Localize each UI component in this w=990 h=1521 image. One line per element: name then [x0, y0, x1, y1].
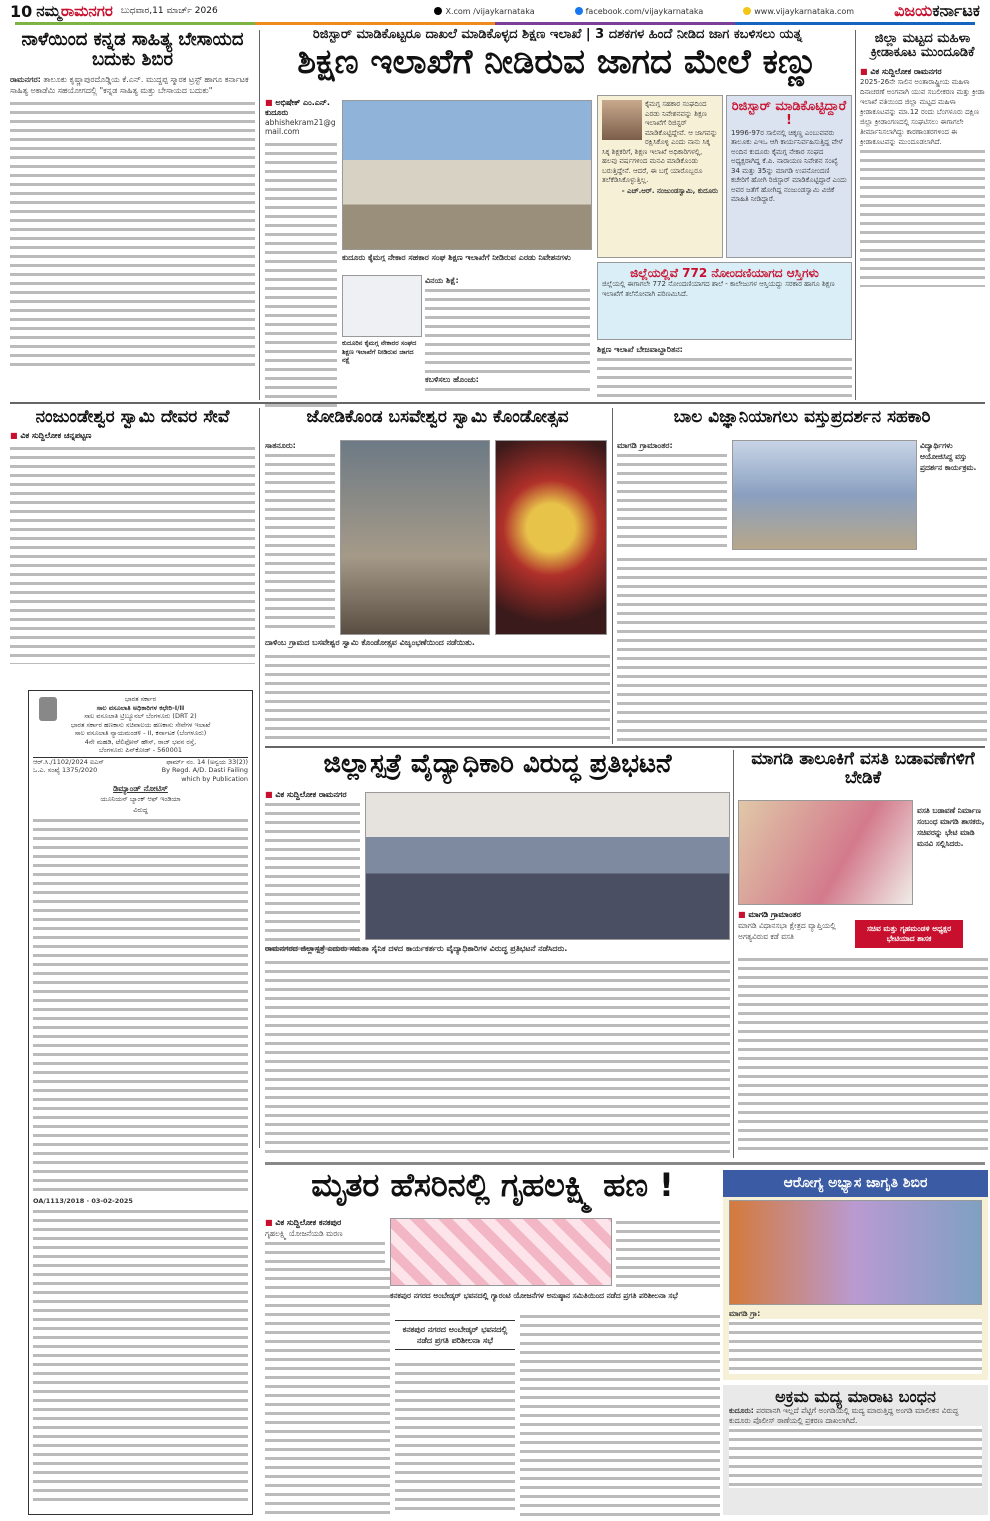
dateline: ರಾಮನಗರ:	[10, 74, 41, 84]
story-arogya	[723, 1170, 988, 1380]
x-label: X.com /vijaykarnataka	[445, 6, 535, 16]
unregistered-box	[597, 262, 852, 340]
headline: ಮಾಗಡಿ ತಾಲೂಕಿಗೆ ವಸತಿ ಬಡಾವಣೆಗಳಿಗೆ ಬೇಡಿಕೆ	[751, 749, 975, 788]
photo-caption: ದಾಳಿಂಬ ಗ್ರಾಮದ ಬಸವೇಶ್ವರ ಸ್ವಾಮಿ ಕೊಂಡೋತ್ಸವ ವಿಜೃಂಭಣೆಯಿಂದ ನಡೆಯಿತು.	[265, 638, 475, 647]
dateline: ಸಾತನೂರು:	[265, 441, 296, 450]
headline: ಜಿಲ್ಲಾಸ್ಪತ್ರೆ ವೈದ್ಯಾಧಿಕಾರಿ ವಿರುದ್ಧ ಪ್ರತಿಭಟನೆ	[323, 749, 672, 779]
exhibition-photo	[732, 440, 917, 550]
social-links	[434, 7, 854, 16]
lead-text: 2025-26ನೇ ಸಾಲಿನ ಅಂತಾರಾಷ್ಟ್ರೀಯ ಮಹಿಳಾ ದಿನಾಚರಣೆ ಅಂಗವಾಗಿ ಯುವ ಸಬಲೀಕರಣ ಮತ್ತು ಕ್ರೀಡಾ ಇಲಾಖೆ ವತಿಯಿಂದ ಜಿಲ್ಲಾ ಮಟ್ಟದ ಮಹಿಳಾ ಕ್ರೀಡಾಕೂಟವನ್ನು ಮಾ.12 ರಂದು ಬೆಂಗಳೂರು ದಕ್ಷಿಣ ಜಿಲ್ಲಾ ಕ್ರೀಡಾಂಗಣದಲ್ಲಿ ಸಂಘಟಿಸಲು ಈಗಾಗಲೇ ತೀರ್ಮಾನಿಸಲಾಗಿದ್ದು ಕಾರಣಾಂತರಗಳಿಂದ ಈ ಕ್ರೀಡಾಕೂಟವನ್ನು ಮುಂದೂಡಲಾಗಿದೆ.	[860, 77, 985, 146]
byline: ■ ವಿಕ ಸುದ್ದಿಲೋಕ ರಾಮನಗರ	[265, 790, 360, 800]
photo-caption: ಕನಕಪುರ ನಗರದ ಅಂಬೇಡ್ಕರ್ ಭವನದಲ್ಲಿ ಗ್ಯಾರಂಟಿ ಯೋಜನೆಗಳ ಅನುಷ್ಠಾನ ಸಮಿತಿಯಿಂದ ನಡೆದ ಪ್ರಗತಿ ಪರಿಶೀಲನಾ ಸಭೆ	[390, 1291, 678, 1300]
body-text	[616, 1218, 720, 1288]
dateline: ಕುದೂರು:	[729, 1405, 754, 1415]
ref-number: ಆರ್.ಸಿ./1102/2024 ಐಎಸ್	[33, 757, 104, 766]
notice-line: ಬೆಂಗಳೂರು ಪಿನ್‌ಕೋಡ್ - 560001	[99, 746, 182, 754]
body-text	[520, 1312, 720, 1517]
story-gruhalakshmi	[265, 1168, 720, 1203]
story-jillaspatre	[265, 750, 730, 779]
highlight-box: ಸಚಿವ ಮತ್ತು ಗೃಹಮಂಡಳಿ ಅಧ್ಯಕ್ಷರ ಭೇಟಿಯಾದ ಶಾಸಕ	[855, 920, 963, 948]
section-divider	[265, 746, 985, 748]
headline: ಮೃತರ ಹೆಸರಿನಲ್ಲಿ ಗೃಹಲಕ್ಷ್ಮಿ ಹಣ !	[311, 1166, 674, 1204]
meeting-photo	[390, 1218, 612, 1286]
photo-caption: ವಿದ್ಯಾರ್ಥಿಗಳು ಆಯೋಜಿಸಿದ್ದ ವಸ್ತು ಪ್ರದರ್ಶನ ಕಾರ್ಯಕ್ರಮ.	[920, 441, 977, 472]
subhead: ಶಿಕ್ಷಣ ಇಲಾಖೆ ಬೇಜವಾಬ್ದಾರಿತನ:	[597, 345, 683, 354]
lead-text: ತಾಲೂಕು ಕೃಷ್ಣಾಪುರದೊಡ್ಡಿಯ ಕೆ.ಎನ್. ಮುದ್ದಪ್ಪ ಸ್ಮಾರಕ ಟ್ರಸ್ಟ್ ಹಾಗೂ ಕರ್ನಾಟಕ ಸಾಹಿತ್ಯ ಅಕಾಡೆಮಿ ಸಹಯೋಗದಲ್ಲಿ "ಕನ್ನಡ ಸಾಹಿತ್ಯ ಮತ್ತು ಬೇಸಾಯದ ಬದುಕು"	[10, 74, 249, 95]
story-bala-vijnani	[617, 408, 987, 427]
x-logo-icon	[434, 7, 442, 15]
web-label: www.vijaykarnataka.com	[754, 6, 855, 16]
body-text	[395, 1360, 515, 1515]
headline: ಆರೋಗ್ಯ ಅಭ್ಯಾಸ ಜಾಗೃತಿ ಶಿಬಿರ	[723, 1170, 988, 1197]
divider	[733, 750, 734, 1158]
box-title: ಜಿಲ್ಲೆಯಲ್ಲಿವೆ 772 ನೋಂದಣಿಯಾಗದ ಆಸ್ತಿಗಳು	[630, 266, 819, 280]
brand-b: ಕರ್ನಾಟಕ	[932, 1, 980, 20]
jodi-lead	[265, 440, 335, 631]
headline: ಜಿಲ್ಲಾ ಮಟ್ಟದ ಮಹಿಳಾ ಕ್ರೀಡಾಕೂಟ ಮುಂದೂಡಿಕೆ	[870, 31, 975, 61]
quote-box	[597, 95, 723, 258]
regd-note: By Regd. A/D. Dasti Failing which by Publication	[161, 766, 248, 783]
issue-date: ಬುಧವಾರ,11 ಮಾರ್ಚ್ 2026	[120, 6, 218, 16]
x-link[interactable]	[434, 7, 534, 16]
byline: ■ ವಿಕ ಸುದ್ದಿಲೋಕ ಕನಕಪುರ	[265, 1218, 385, 1228]
body-text	[425, 286, 590, 374]
brand-a: ವಿಜಯ	[894, 1, 933, 20]
notice-title: ಡಿಮ್ಯಾಂಡ್ ನೋಟಿಸ್	[113, 784, 168, 793]
notice-line: ಸಾಲ ವಸೂಲಾತಿ ಟ್ರಿಬ್ಯೂನಲ್ ಬೆಂಗಳೂರು (DRT 2)	[84, 712, 197, 720]
bank-name: ಯೂನಿಯನ್ ಬ್ಯಾಂಕ್ ಆಫ್ ಇಂಡಿಯಾ	[100, 795, 181, 803]
subhead: ವಿನಯ ಶಿಕ್ಷೆ:	[425, 276, 459, 285]
author-photo	[602, 100, 642, 140]
kondotsava-photo	[340, 440, 490, 635]
body-text	[265, 652, 610, 742]
masthead	[0, 0, 990, 22]
body-text	[597, 355, 852, 399]
brand-logo	[894, 1, 980, 21]
page-number: 10	[10, 1, 33, 21]
lead-byline-col	[265, 98, 337, 410]
section-b: ರಾಮನಗರ	[60, 2, 113, 20]
site-photo	[342, 100, 592, 250]
headline: ನಾಳೆಯಿಂದ ಕನ್ನಡ ಸಾಹಿತ್ಯ ಬೇಸಾಯದ ಬದುಕು ಶಿಬಿರ	[21, 29, 244, 70]
body-text	[265, 958, 730, 1156]
divider	[259, 408, 260, 1148]
notice-line: ಸಾಲ ವಸೂಲಾತಿ ನ್ಯಾಯಮಂಡಳಿ - II, ಕರ್ನಾಟಕ (ಬೆಂಗಳೂರು)	[74, 729, 207, 737]
box-text: ಜಿಲ್ಲೆಯಲ್ಲಿ ಈಗಾಗಲೇ 772 ನೋಂದಣಿಯಾಗದ ಶಾಲೆ - ಕಾಲೇಜುಗಳ ಆಸ್ತಿಯದ್ದು ಸರಕಾರ ಹಾಗೂ ಶಿಕ್ಷಣ ಇಲಾಖೆಗೆ ತಲೆನೋವಾಗಿ ಪರಿಣಮಿಸಿದೆ.	[602, 280, 835, 298]
subhead: ಕಬಳಿಸಲು ಹೊಂಚು:	[425, 375, 479, 384]
kicker: ರಿಜಿಸ್ಟಾರ್ ಮಾಡಿಕೊಟ್ಟರೂ ದಾಖಲೆ ಮಾಡಿಕೊಳ್ಳದ ಶಿಕ್ಷಣ ಇಲಾಖೆ | 3 ದಶಕಗಳ ಹಿಂದೆ ನೀಡಿದ ಜಾಗ ಕಬಳಿಸಲು ಯತ್ನ	[312, 27, 803, 42]
body-text	[617, 451, 727, 551]
story-sahitya	[10, 30, 255, 369]
body-text	[860, 147, 985, 287]
notice-text	[33, 1207, 248, 1507]
pull-quote: ಕನಕಪುರ ನಗರದ ಅಂಬೇಡ್ಕರ್ ಭವನದಲ್ಲಿ ನಡೆದ ಪ್ರಗತಿ ಪರಿಶೀಲನಾ ಸಭೆ	[395, 1320, 515, 1350]
body-text	[729, 1319, 982, 1374]
dateline: ಮಾಗಡಿ ಗ್ರಾ:	[729, 1309, 761, 1319]
document-photo	[342, 275, 422, 337]
headline: ಜೋಡಿಕೊಂಡ ಬಸವೇಶ್ವರ ಸ್ವಾಮಿ ಕೊಂಡೋತ್ಸವ	[306, 407, 569, 427]
protest-photo	[365, 792, 730, 940]
story-magadi	[738, 750, 988, 787]
email: abhishekram21@gmail.com	[265, 118, 336, 136]
facebook-icon	[575, 7, 583, 15]
photo-caption: ವಸತಿ ಬಡಾವಣೆ ನಿರ್ಮಾಣ ಸಂಬಂಧ ಮಾಗಡಿ ಶಾಸಕರು, ಸಚಿವರನ್ನು ಭೇಟಿ ಮಾಡಿ ಮನವಿ ಸಲ್ಲಿಸಿದರು.	[917, 806, 985, 848]
meeting-photo	[738, 800, 913, 905]
camp-photo	[729, 1200, 982, 1305]
byline: ■ ಮಾಗಡಿ ಗ್ರಾಮಾಂತರ	[738, 910, 853, 920]
jilla-lead	[265, 790, 360, 950]
story-nanjundeshwara	[10, 408, 255, 664]
lead-bottom-text	[597, 344, 852, 399]
story-akrama	[723, 1385, 988, 1515]
notice-date: 03-02-2025	[91, 1197, 133, 1205]
notice-text	[33, 816, 248, 1196]
byline: ■ ಅಭಿಷೇಕ್ ಎಂ.ಎನ್. ಕುದೂರು	[265, 98, 337, 118]
facebook-label: facebook.com/vijaykarnataka	[585, 6, 704, 16]
body-text	[425, 385, 590, 395]
body-text	[10, 99, 255, 369]
body-text	[738, 955, 988, 1155]
notice-line: ಸಾಲ ವಸೂಲಾತಿ ಅಧಿಕಾರಿಗಳ ಕಛೇರಿ-I/II	[96, 703, 185, 712]
facebook-link[interactable]	[575, 7, 704, 16]
web-link[interactable]	[743, 7, 854, 16]
body-text	[265, 1265, 390, 1515]
inset-quote	[425, 275, 590, 397]
lead-text: ಮಾಗಡಿ ವಿಧಾನಸಭಾ ಕ್ಷೇತ್ರದ ವ್ಯಾಪ್ತಿಯಲ್ಲಿ ಅಗತ್ಯವಿರುವ ಕಡೆ ವಸತಿ	[738, 921, 836, 941]
divider	[259, 30, 260, 400]
body-text	[617, 555, 987, 743]
divider	[612, 408, 613, 744]
oa-number: ಒ.ಎ. ಸಂಖ್ಯೆ 1375/2020	[33, 766, 98, 774]
form-number: ಫಾರ್ಮ್ ನಂ. 14 (ಅನ್ವಯ 33(2))	[166, 757, 248, 766]
section-a: ನಮ್ಮ	[36, 2, 61, 20]
lead-text: ಪರವಾನಗಿ ಇಲ್ಲದೆ ಪೆಟ್ಟಿಗೆ ಅಂಗಡಿಯಲ್ಲಿ ಮದ್ಯ ಮಾರುತ್ತಿದ್ದ ಅಂಗಡಿ ಮಾಲೀಕನ ವಿರುದ್ಧ ಕುದೂರು ಪೊಲೀಸ್ ಠಾಣೆಯಲ್ಲಿ ಪ್ರಕರಣ ದಾಖಲಾಗಿದೆ.	[729, 1405, 959, 1425]
globe-icon	[743, 7, 751, 15]
body-text	[265, 140, 337, 410]
notice-line: ಭಾರತ ಸರ್ಕಾರ ಹಣಕಾಸು ಸಚಿವಾಲಯ ಹಣಕಾಸು ಸೇವೆಗಳ ಇಲಾಖೆ	[70, 720, 211, 729]
headline: ಬಾಲ ವಿಜ್ಞಾನಿಯಾಗಲು ವಸ್ತುಪ್ರದರ್ಶನ ಸಹಕಾರಿ	[673, 407, 931, 427]
headline: ಶಿಕ್ಷಣ ಇಲಾಖೆಗೆ ನೀಡಿರುವ ಜಾಗದ ಮೇಲೆ ಕಣ್ಣು	[297, 42, 818, 83]
bala-lead	[617, 440, 727, 551]
dateline: ಮಾಗಡಿ ಗ್ರಾಮಾಂತರ:	[617, 441, 673, 450]
body-text	[265, 800, 360, 950]
notice-line: 4ನೇ ಮಹಡಿ, ಟೆಲಿಫೋನ್ ಹೌಸ್, ರಾಜ್ ಭವನ ರಸ್ತೆ,	[84, 737, 197, 746]
box-title: ರಿಜಿಸ್ಟಾರ್ ಮಾಡಿಕೊಟ್ಟಿದ್ದಾರೆ !	[731, 99, 847, 129]
document-caption: ಕುದೂರಿನ ಕೈಮಗ್ಗ ನೇಕಾರರ ಸಂಘದ ಶಿಕ್ಷಣ ಇಲಾಖೆಗೆ ನೀಡಿರುವ ಜಾಗದ ನಕ್ಷೆ	[342, 339, 417, 364]
quote-text: ಕೈಮಗ್ಗ ಸಹಕಾರ ಸಂಘದಿಂದ ಎರಡು ನಿವೇಶನವನ್ನು ಶಿಕ್ಷಣ ಇಲಾಖೆಗೆ ರಿಜಿಸ್ಟರ್ ಮಾಡಿಕೊಟ್ಟಿದ್ದೇವೆ. ಆ ಜಾಗವನ್ನು ರಕ್ಷಿಸಿಕೊಳ್ಳಿ ಎಂದು ನಾನು ಸಿಕ್ಕ ಸಿಕ್ಕ ಶಿಕ್ಷಕರಿಗೆ, ಶಿಕ್ಷಣ ಇಲಾಖೆ ಅಧಿಕಾರಿಗಳಲ್ಲಿ, ಹಲವು ವರ್ಷಗಳಿಂದ ಮನವಿ ಮಾಡಿಕೊಂಡು ಬರುತ್ತಿದ್ದೇನೆ. ಆದರೆ, ಈ ಬಗ್ಗೆ ಯಾರೊಬ್ಬರೂ ತಲೆಕೆಡಿಸಿಕೊಳ್ಳುತ್ತಿಲ್ಲ.	[602, 100, 718, 184]
section-title	[36, 2, 113, 20]
byline: ■ ವಿಕ ಸುದ್ದಿಲೋಕ ಚನ್ನಪಟ್ಟಣ	[10, 431, 255, 441]
registrar-box	[726, 95, 852, 258]
lead-story	[265, 28, 850, 82]
demand-notice: ಭಾರತ ಸರ್ಕಾರ ಸಾಲ ವಸೂಲಾತಿ ಅಧಿಕಾರಿಗಳ ಕಛೇರಿ-I/II ಸಾಲ ವಸೂಲಾತಿ ಟ್ರಿಬ್ಯೂನಲ್ ಬೆಂಗಳೂರು (DRT 2) ಭಾರತ ಸರ್ಕಾರ ಹಣಕಾಸು ಸಚಿವಾಲಯ ಹಣಕಾಸು ಸೇವೆಗಳ ಇಲಾಖೆ ಸಾಲ ವಸೂಲಾತಿ ನ್ಯಾಯಮಂಡಳಿ - II, ಕರ್ನಾಟಕ (ಬೆಂಗಳೂರು) 4ನೇ ಮಹಡಿ, ಟೆಲಿಫೋನ್ ಹೌಸ್, ರಾಜ್ ಭವನ ರಸ್ತೆ, ಬೆಂಗಳೂರು ಪಿನ್‌ಕೋಡ್ - 560001 ಆರ್.ಸಿ./1102/2024 ಐಎಸ್ ಒ.ಎ. ಸಂಖ್ಯೆ 1375/2020 ಫಾರ್ಮ್ ನಂ. 14 (ಅನ್ವಯ 33(2)) By Regd. A/D. Dasti Failing which by Publication ಡಿಮ್ಯಾಂಡ್ ನೋಟಿಸ್ ಯೂನಿಯನ್ ಬ್ಯಾಂಕ್ ಆಫ್ ಇಂಡಿಯಾ ವಿರುದ್ಧ OA/1113/2018 · 03-02-2025	[28, 690, 253, 1515]
body-text	[265, 451, 335, 631]
headline: ನಂಜುಂಡೇಶ್ವರ ಸ್ವಾಮಿ ದೇವರ ಸೇವೆ	[35, 407, 230, 427]
emblem-icon	[39, 697, 57, 721]
body-text	[729, 1426, 982, 1488]
case-number: OA/1113/2018	[33, 1197, 85, 1205]
byline: ■ ವಿಕ ಸುದ್ದಿಲೋಕ ರಾಮನಗರ	[860, 67, 985, 77]
story-kreedakoota	[860, 32, 985, 287]
box-text: 1996-97ರ ಸಾಲಿನಲ್ಲಿ ಚಿಕ್ಕಣ್ಣ ಎಂಬುವವರು ತಾಲೂಕು ಎಇಒ ಆಗಿ ಕಾರ್ಯನಿರ್ವಹಿಸುತ್ತಿದ್ದ ವೇಳೆ ಅಂದಿನ ಕುದೂರು ಕೈಮಗ್ಗ ನೇಕಾರ ಸಂಘದ ಅಧ್ಯಕ್ಷರಾಗಿದ್ದ ಕೆ.ಪಿ. ನಾರಾಯಣ ನಿವೇಶನ ಸಂಖ್ಯೆ 34 ಮತ್ತು 35ನ್ನು ಮಾಗಡಿ ಉಪನೋಂದಣಿ ಕಚೇರಿಗೆ ಹೋಗಿ ರಿಜಿಸ್ಟಾರ್ ಮಾಡಿಕೊಟ್ಟಿದ್ದಾರೆ ಎಂದು ಅವರ ಜತೆಗೆ ಹೋಗಿದ್ದ ನಂಜುಂಡಸ್ವಾಮಿ ವಿಜಿಕೆ ಮಾಹಿತಿ ನೀಡಿದ್ದಾರೆ.	[731, 128, 847, 204]
versus: ವಿರುದ್ಧ	[133, 806, 148, 814]
story-jodikonda	[265, 408, 610, 427]
magadi-lead	[738, 910, 853, 942]
headline: ಅಕ್ರಮ ಮದ್ಯ ಮಾರಾಟ ಬಂಧನ	[775, 1387, 936, 1406]
divider	[855, 30, 856, 400]
photo-caption: ಕುದೂರು ಕೈಮಗ್ಗ ನೇಕಾರ ಸಹಕಾರ ಸಂಘ ಶಿಕ್ಷಣ ಇಲಾಖೆಗೆ ನೀಡಿರುವ ಎರಡು ನಿವೇಶನಗಳು	[342, 253, 571, 262]
section-divider	[265, 1162, 985, 1165]
color-bar	[15, 22, 975, 25]
photo-caption: ರಾಮನಗರದ ಜಿಲ್ಲಾಸ್ಪತ್ರೆ ಎದುರು ಸಮತಾ ಸೈನಿಕ ದಳದ ಕಾರ್ಯಕರ್ತರು ವೈದ್ಯಾಧಿಕಾರಿಗಳ ವಿರುದ್ಧ ಪ್ರತಿಭಟನೆ ನಡೆಸಿದರು.	[265, 944, 568, 953]
notice-line: ಭಾರತ ಸರ್ಕಾರ	[124, 695, 157, 703]
deity-photo	[495, 440, 607, 635]
section-divider	[10, 402, 985, 404]
body-text	[10, 444, 255, 664]
lead-text: ಗೃಹಲಕ್ಷ್ಮಿ ಯೋಜನೆಯಡಿ ಮರಣ	[265, 1229, 343, 1238]
quote-author: - ಎಚ್.ಆರ್. ನಂಜುಂಡಸ್ವಾಮಿ, ಕುದೂರು	[621, 186, 718, 195]
